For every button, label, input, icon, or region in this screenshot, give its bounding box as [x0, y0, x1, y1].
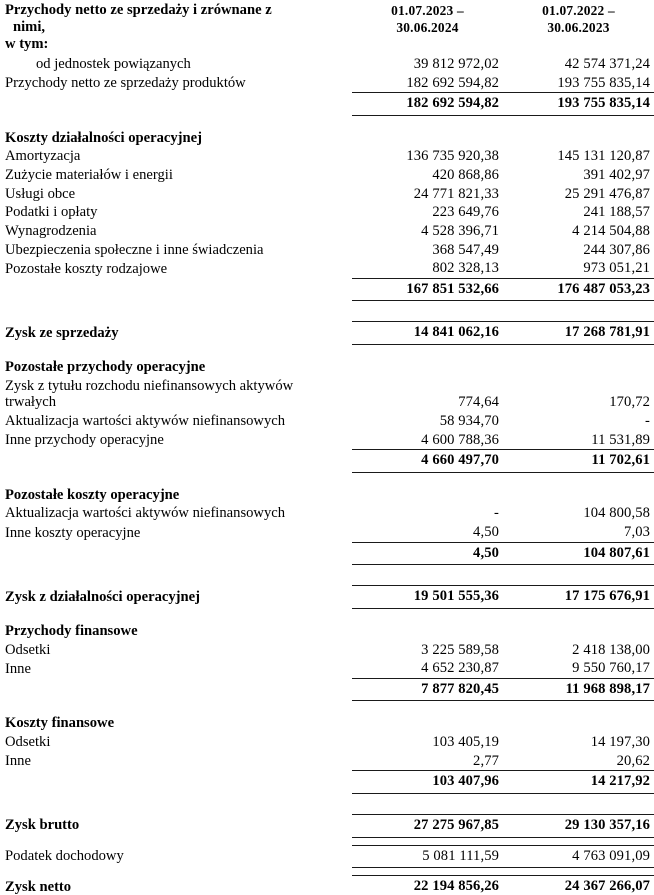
table-row [0, 203, 654, 222]
row-value-y2: 104 800,58 [583, 505, 650, 522]
table-row [0, 733, 654, 752]
section-heading-spacer-y2 [503, 129, 654, 148]
row-value-y1: 774,64 [458, 394, 499, 411]
section-heading-row [0, 714, 654, 733]
row-label: od jednostek powiązanych [36, 55, 191, 72]
row-value-y2: 11 531,89 [503, 431, 654, 450]
row-value-y2: 391 402,97 [583, 167, 650, 183]
subtotal-value-y1: 103 407,96 [352, 771, 503, 794]
row-label [0, 678, 352, 701]
table-row [0, 222, 654, 241]
row-label: Amortyzacja [5, 148, 81, 165]
subtotal-row [0, 771, 654, 794]
row-label-line1: Zysk z tytułu rozchodu niefinansowych aktywów [5, 377, 294, 394]
subtotal-value-y2: 14 217,92 [503, 771, 654, 794]
row-value-y2: 9 550 760,17 [503, 659, 654, 678]
total-value-y2: 4 763 091,09 [503, 845, 654, 868]
total-row-profit-on-sales [0, 322, 654, 345]
section-heading-spacer-y2 [503, 622, 654, 641]
table-row [0, 523, 654, 542]
section-heading-spacer-y2 [503, 486, 654, 505]
total-value-y1: 19 501 555,36 [352, 586, 503, 609]
row-value-y2: 7,03 [503, 523, 654, 542]
row-label: Odsetki [5, 734, 51, 750]
subtotal-value-y2: 193 755 835,14 [503, 93, 654, 116]
row-label: Zysk netto [5, 878, 72, 895]
spacer [0, 565, 654, 586]
row-label: Podatki i opłaty [5, 204, 98, 221]
spacer [0, 345, 654, 359]
total-value-y1: 14 841 062,16 [352, 322, 503, 345]
row-value-y1: 136 735 920,38 [406, 148, 499, 165]
row-value-y1: 4 652 230,87 [352, 659, 503, 678]
row-value-y2: 25 291 476,87 [564, 185, 650, 202]
subtotal-value-y1: 182 692 594,82 [352, 93, 503, 116]
row-value-y2: 42 574 371,24 [564, 55, 650, 72]
spacer [0, 701, 654, 715]
row-label: Inne [5, 753, 31, 770]
row-value-y2: 244 307,86 [583, 241, 650, 258]
section-heading-spacer-y2 [503, 358, 654, 377]
section-heading-row [0, 486, 654, 505]
table-row [0, 147, 654, 166]
subtotal-value-y2: 104 807,61 [503, 542, 654, 565]
row-label [0, 542, 352, 565]
row-value-y1: 58 934,70 [439, 412, 499, 429]
row-value-y2: 241 188,57 [583, 204, 650, 221]
revenue-title-wtym: w tym: [5, 36, 49, 53]
section-heading-spacer-y1 [352, 129, 503, 148]
section-heading-row [0, 622, 654, 641]
spacer [0, 793, 654, 814]
total-value-y2: 17 175 676,91 [503, 586, 654, 609]
column-header-period-2 [503, 0, 654, 55]
total-row-operating-profit [0, 586, 654, 609]
section-heading-spacer-y1 [352, 486, 503, 505]
subtotal-row [0, 542, 654, 565]
row-value-y2: 170,72 [609, 394, 650, 411]
spacer [0, 837, 654, 845]
row-value-y1: 24 771 821,33 [413, 185, 499, 202]
row-value-y2: 2 418 138,00 [572, 641, 650, 658]
row-label-line2: trwałych [5, 394, 57, 411]
row-value-y2: - [645, 412, 650, 429]
row-value-y1: 103 405,19 [432, 734, 499, 750]
table-row [0, 412, 654, 431]
total-row-income-tax [0, 845, 654, 868]
row-label: Usługi obce [5, 185, 76, 202]
total-value-y1: 5 081 111,59 [352, 845, 503, 868]
row-value-y1: 2,77 [352, 752, 503, 771]
period-2-line2: 30.06.2023 [547, 20, 610, 36]
row-value-y1: 4,50 [352, 523, 503, 542]
total-value-y1: 22 194 856,26 [352, 876, 503, 895]
section-heading-row [0, 129, 654, 148]
subtotal-value-y2: 176 487 053,23 [503, 278, 654, 301]
spacer [0, 868, 654, 876]
total-row-gross-profit [0, 814, 654, 837]
spacer [0, 472, 654, 486]
row-value-y2: 145 131 120,87 [557, 148, 650, 165]
row-label: Pozostałe koszty rodzajowe [5, 260, 168, 277]
row-value-y1: 4 600 788,36 [352, 431, 503, 450]
subtotal-value-y1: 7 877 820,45 [352, 678, 503, 701]
row-label: Przychody netto ze sprzedaży produktów [5, 75, 246, 91]
row-label [0, 771, 352, 794]
table-row [0, 241, 654, 260]
table-row [0, 259, 654, 278]
subtotal-value-y1: 167 851 532,66 [352, 278, 503, 301]
total-value-y2: 29 130 357,16 [503, 814, 654, 837]
revenue-title-line1: Przychody netto ze sprzedaży i zrównane z [5, 2, 272, 18]
section-heading-spacer-y1 [352, 622, 503, 641]
row-label: Zysk ze sprzedaży [5, 324, 119, 341]
row-label: Aktualizacja wartości aktywów niefinansowych [5, 412, 286, 429]
row-value-y1: 802 328,13 [352, 259, 503, 278]
row-label: Wynagrodzenia [5, 222, 97, 239]
subtotal-row [0, 450, 654, 473]
spacer [0, 115, 654, 129]
row-value-y1: 223 649,76 [432, 204, 499, 221]
row-label [0, 93, 352, 116]
total-row-net-profit [0, 876, 654, 895]
row-label: Podatek dochodowy [5, 848, 124, 864]
section-heading-other-operating-costs: Pozostałe koszty operacyjne [5, 486, 180, 503]
row-value-y1: 4 528 396,71 [421, 222, 499, 239]
row-value-y2: 4 214 504,88 [572, 222, 650, 239]
row-label [0, 377, 352, 412]
row-label: Zużycie materiałów i energii [5, 167, 173, 183]
table-row [0, 504, 654, 523]
table-header-row [0, 0, 654, 55]
total-value-y2: 24 367 266,07 [503, 876, 654, 895]
table-row [0, 659, 654, 678]
row-label: Inne przychody operacyjne [5, 432, 164, 448]
row-value-y1: 420 868,86 [432, 167, 499, 183]
row-label: Ubezpieczenia społeczne i inne świadczenia [5, 241, 264, 258]
section-heading-row [0, 358, 654, 377]
spacer [0, 608, 654, 622]
row-value-y1: 182 692 594,82 [352, 74, 503, 93]
spacer [0, 301, 654, 322]
subtotal-value-y1: 4 660 497,70 [352, 450, 503, 473]
period-1-line2: 30.06.2024 [396, 20, 459, 36]
section-heading-financial-costs: Koszty finansowe [5, 715, 115, 732]
row-value-y1: - [494, 505, 499, 522]
row-value-y2: 973 051,21 [503, 259, 654, 278]
row-value-y2: 193 755 835,14 [503, 74, 654, 93]
row-value-y1: 3 225 589,58 [421, 641, 499, 658]
section-heading-other-operating-income: Pozostałe przychody operacyjne [5, 359, 206, 375]
row-label: Aktualizacja wartości aktywów niefinansowych [5, 505, 286, 522]
table-row [0, 752, 654, 771]
column-header-period-1 [352, 0, 503, 55]
table-row [0, 74, 654, 93]
section-heading-operating-costs: Koszty działalności operacyjnej [5, 129, 202, 146]
subtotal-value-y1: 4,50 [352, 542, 503, 565]
table-row [0, 166, 654, 185]
row-label [0, 450, 352, 473]
table-row [0, 185, 654, 204]
period-1-line1: 01.07.2023 – [391, 3, 464, 18]
section-heading-spacer-y1 [352, 358, 503, 377]
table-row [0, 641, 654, 660]
subtotal-row [0, 93, 654, 116]
table-row [0, 377, 654, 412]
revenue-title-cell [0, 0, 352, 55]
row-label: Odsetki [5, 641, 51, 658]
subtotal-value-y2: 11 702,61 [503, 450, 654, 473]
section-heading-financial-income: Przychody finansowe [5, 622, 138, 639]
subtotal-row [0, 278, 654, 301]
period-2-line1: 01.07.2022 – [542, 3, 615, 18]
row-label: Inne koszty operacyjne [5, 524, 141, 541]
subtotal-value-y2: 11 968 898,17 [503, 678, 654, 701]
table-row [0, 431, 654, 450]
row-value-y2: 20,62 [503, 752, 654, 771]
row-label: Zysk z działalności operacyjnej [5, 588, 200, 605]
row-value-y1: 368 547,49 [432, 241, 499, 258]
total-value-y1: 27 275 967,85 [352, 814, 503, 837]
section-heading-spacer-y2 [503, 714, 654, 733]
row-label [0, 278, 352, 301]
row-label: Inne [5, 660, 31, 677]
table-row [0, 55, 654, 74]
section-heading-spacer-y1 [352, 714, 503, 733]
total-value-y2: 17 268 781,91 [503, 322, 654, 345]
row-value-y2: 14 197,30 [590, 734, 650, 750]
subtotal-row [0, 678, 654, 701]
row-label: Zysk brutto [5, 817, 80, 834]
revenue-title-line2: nimi, [13, 18, 46, 35]
row-value-y1: 39 812 972,02 [413, 55, 499, 72]
